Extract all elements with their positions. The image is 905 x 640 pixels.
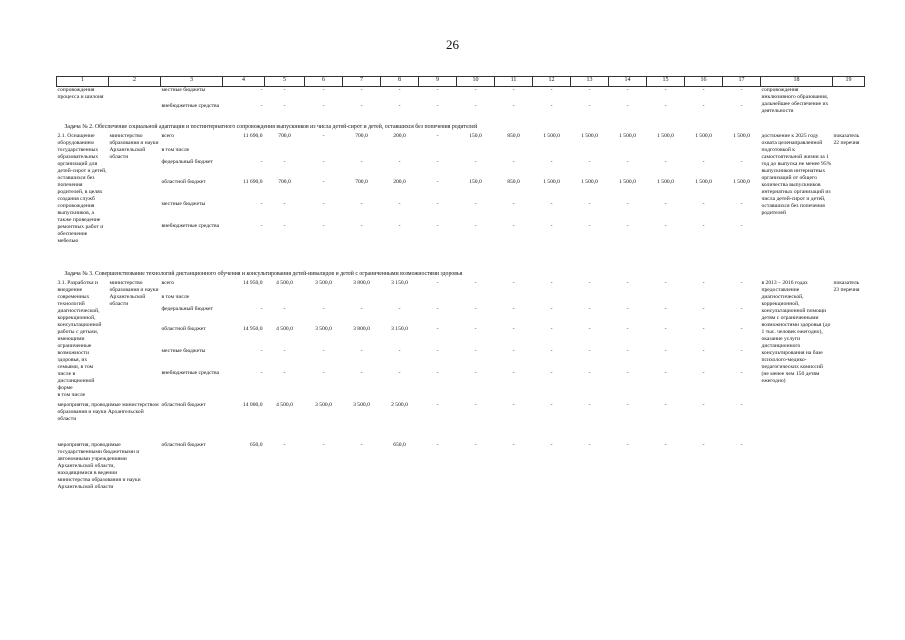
value-cell: - xyxy=(740,370,743,376)
value-cell: - xyxy=(740,280,743,286)
value-cell: - xyxy=(322,348,325,354)
value-cell: - xyxy=(322,133,325,139)
value-cell: - xyxy=(664,159,667,165)
value-cell: 200,0 xyxy=(393,179,406,185)
funding-source: федеральный бюджет xyxy=(161,159,213,165)
value-cell: - xyxy=(283,442,286,448)
value-cell: - xyxy=(702,223,705,229)
value-cell: - xyxy=(664,348,667,354)
value-cell: - xyxy=(398,102,401,109)
col-7: 7 xyxy=(343,77,381,87)
value-cell: 1 500,0 xyxy=(619,133,636,139)
col-16: 16 xyxy=(685,77,723,87)
value-cell: - xyxy=(664,223,667,229)
value-cell: 650,0 xyxy=(249,442,263,448)
executor-2-1: министерство образования и науки Архангельской области xyxy=(109,133,159,160)
value-cell: - xyxy=(550,201,553,207)
col-6: 6 xyxy=(305,77,343,87)
value-cell: 1 500,0 xyxy=(695,179,712,185)
value-cell: - xyxy=(512,102,515,109)
value-cell: - xyxy=(398,201,401,207)
value-cell: - xyxy=(322,223,325,229)
value-cell: - xyxy=(740,348,743,354)
value-cell: - xyxy=(588,348,591,354)
value-cell: - xyxy=(740,442,743,448)
funding-source: областной бюджет xyxy=(161,442,206,448)
value-cell: - xyxy=(512,306,515,312)
value-cell: 1 500,0 xyxy=(543,133,560,139)
value-cell: - xyxy=(260,306,263,312)
value-cell: - xyxy=(588,102,591,109)
value-cell: 1 500,0 xyxy=(543,179,560,185)
block-31-row xyxy=(57,348,881,370)
sub-row-1 xyxy=(57,402,881,442)
value-cell: - xyxy=(626,280,629,286)
value-cell: - xyxy=(474,159,477,165)
task-heading-row xyxy=(57,265,881,280)
task-2-heading: Задача № 2. Обеспечение социальной адаптации и постинтернатного сопровождения выпускников из числа детей-сирот и детей, оставшихся без попечения родителей xyxy=(64,124,478,130)
value-cell: - xyxy=(360,223,363,229)
value-cell: - xyxy=(260,370,263,376)
value-cell: - xyxy=(664,280,667,286)
activity-2-1: 2.1. Оснащение оборудованием государственных образовательных организаций для детей-сирот и детей, оставшихся без попечения родителей, в целях создания служб сопровождения выпускников, а также проведение ремонтных работ и обеспечение мебелью xyxy=(57,133,107,244)
block-31-row xyxy=(57,370,881,392)
value-cell: - xyxy=(588,87,591,93)
indicator-2-1: показатель 22 перечня xyxy=(833,133,860,146)
value-cell: - xyxy=(283,87,286,93)
value-cell: - xyxy=(740,326,743,332)
value-cell: 700,0 xyxy=(278,133,291,139)
value-cell: - xyxy=(664,201,667,207)
col-9: 9 xyxy=(419,77,457,87)
value-cell: - xyxy=(702,370,705,376)
value-cell: - xyxy=(322,179,325,185)
value-cell: - xyxy=(436,223,439,229)
value-cell: 850,0 xyxy=(507,133,520,139)
block-31-row xyxy=(57,306,881,326)
value-cell: 4 500,0 xyxy=(276,402,293,408)
value-cell: - xyxy=(626,102,629,109)
value-cell: - xyxy=(626,306,629,312)
value-cell: - xyxy=(436,306,439,312)
value-cell: 1 500,0 xyxy=(657,179,674,185)
value-cell: 3 500,0 xyxy=(315,326,332,332)
value-cell: 700,0 xyxy=(355,133,368,139)
value-cell: 700,0 xyxy=(278,179,291,185)
value-cell: - xyxy=(550,370,553,376)
task-heading-row xyxy=(57,115,881,133)
value-cell: - xyxy=(626,370,629,376)
col-14: 14 xyxy=(609,77,647,87)
value-cell: - xyxy=(664,87,667,93)
value-cell: - xyxy=(740,306,743,312)
page-number: 26 xyxy=(446,37,459,52)
value-cell: - xyxy=(360,370,363,376)
value-cell: 1 500,0 xyxy=(695,133,712,139)
value-cell: - xyxy=(550,102,553,109)
task-3-heading: Задача № 3. Совершенствование технологий дистанционного обучения и консультирования детей-инвалидов и детей с ограниченными возможностями здоровья xyxy=(64,271,463,277)
value-cell: - xyxy=(550,402,553,408)
value-cell: - xyxy=(588,159,591,165)
value-cell: - xyxy=(322,102,325,109)
value-cell: - xyxy=(360,442,363,448)
value-cell: - xyxy=(740,201,743,207)
value-cell: - xyxy=(740,402,743,408)
value-cell: - xyxy=(474,402,477,408)
sub-activity-1: мероприятия, проводимые министерством образования и науки Архангельской области xyxy=(57,402,159,422)
col-2: 2 xyxy=(109,77,161,87)
value-cell: 3 500,0 xyxy=(315,402,332,408)
value-cell: 1 500,0 xyxy=(733,133,750,139)
value-cell: - xyxy=(436,102,439,109)
value-cell: - xyxy=(260,87,263,93)
value-cell: - xyxy=(550,326,553,332)
result-3-1: в 2013 – 2016 годах предоставление диагностической, коррекционной, консультационной помощи детям с ограниченными возможностями здоровья (до 1 тыс. человек ежегодно), оказание услуги дистанционного консультирования на базе психолого-медико-педагогических комиссий (не менее чем 150 детям ежегодно) xyxy=(761,280,831,384)
value-cell: - xyxy=(283,370,286,376)
funding-source: федеральный бюджет xyxy=(161,306,213,312)
col-10: 10 xyxy=(457,77,495,87)
value-cell: - xyxy=(702,280,705,286)
value-cell: - xyxy=(436,402,439,408)
value-cell: - xyxy=(512,223,515,229)
value-cell: - xyxy=(702,348,705,354)
value-cell: 3 150,0 xyxy=(391,326,408,332)
value-cell: 150,0 xyxy=(469,179,482,185)
col-11: 11 xyxy=(495,77,533,87)
col-17: 17 xyxy=(723,77,761,87)
col-3: 3 xyxy=(161,77,223,87)
funding-source: внебюджетные средства xyxy=(161,370,220,376)
value-cell: - xyxy=(740,159,743,165)
inclusive-row xyxy=(57,392,881,402)
value-cell: - xyxy=(398,370,401,376)
value-cell: - xyxy=(740,102,743,109)
value-cell: - xyxy=(588,306,591,312)
value-cell: - xyxy=(283,102,286,109)
funding-source: местные бюджеты xyxy=(161,201,206,207)
value-cell: - xyxy=(626,326,629,332)
value-cell: 1 500,0 xyxy=(733,179,750,185)
value-cell: - xyxy=(740,87,743,93)
value-cell: - xyxy=(702,442,705,448)
value-cell: 150,0 xyxy=(469,133,482,139)
col-5: 5 xyxy=(265,77,305,87)
funding-source: областной бюджет xyxy=(161,402,206,408)
value-cell: - xyxy=(588,223,591,229)
value-cell: 200,0 xyxy=(393,133,406,139)
value-cell: - xyxy=(436,159,439,165)
block-21-row xyxy=(57,147,881,159)
value-cell: - xyxy=(283,159,286,165)
value-cell: 850,0 xyxy=(507,179,520,185)
value-cell: - xyxy=(474,87,477,93)
value-cell: - xyxy=(588,326,591,332)
value-cell: - xyxy=(664,402,667,408)
value-cell: 650,0 xyxy=(393,442,406,448)
funding-source: всего xyxy=(161,133,175,139)
indicator-3-1: показатель 23 перечня xyxy=(833,280,860,293)
value-cell: - xyxy=(474,306,477,312)
funding-source: местные бюджеты xyxy=(161,87,206,93)
value-cell: - xyxy=(283,306,286,312)
value-cell: 3 150,0 xyxy=(391,280,408,286)
value-cell: - xyxy=(626,201,629,207)
value-cell: - xyxy=(664,306,667,312)
value-cell: 4 500,0 xyxy=(276,326,293,332)
value-cell: 1 500,0 xyxy=(657,133,674,139)
value-cell: - xyxy=(550,348,553,354)
value-cell: - xyxy=(436,280,439,286)
value-cell: - xyxy=(512,280,515,286)
value-cell: - xyxy=(550,306,553,312)
value-cell: - xyxy=(398,348,401,354)
value-cell: - xyxy=(474,201,477,207)
value-cell: - xyxy=(588,442,591,448)
value-cell: - xyxy=(260,223,263,229)
inclusive-label: в том числе xyxy=(57,392,86,398)
funding-source: местные бюджеты xyxy=(161,348,206,354)
value-cell: - xyxy=(283,348,286,354)
value-cell: 3 500,0 xyxy=(353,402,370,408)
col-8: 8 xyxy=(381,77,419,87)
value-cell: - xyxy=(283,201,286,207)
value-cell: - xyxy=(550,159,553,165)
value-cell: - xyxy=(360,102,363,109)
funding-source: в том числе xyxy=(161,294,190,300)
value-cell: - xyxy=(588,370,591,376)
value-cell: - xyxy=(260,102,263,109)
value-cell: - xyxy=(626,159,629,165)
value-cell: - xyxy=(322,370,325,376)
col-15: 15 xyxy=(647,77,685,87)
value-cell: - xyxy=(260,159,263,165)
value-cell: - xyxy=(474,348,477,354)
value-cell: - xyxy=(626,442,629,448)
value-cell: - xyxy=(474,223,477,229)
value-cell: - xyxy=(436,348,439,354)
result-2-1: достижение к 2025 году охвата целенаправленной подготовкой к самостоятельной жизни за 1 год до выпуска не менее 95% выпускников интернатных организаций от общего количества выпускников интернатных организаций из числа детей-сирот и детей, оставшихся без попечения родителей xyxy=(761,133,832,216)
block-21-row xyxy=(57,179,881,201)
value-cell: - xyxy=(702,402,705,408)
block-21-row xyxy=(57,159,881,179)
value-cell: - xyxy=(322,201,325,207)
value-cell: - xyxy=(664,326,667,332)
value-cell: - xyxy=(360,348,363,354)
value-cell: - xyxy=(322,306,325,312)
value-cell: 1 500,0 xyxy=(581,179,598,185)
value-cell: - xyxy=(550,87,553,93)
value-cell: - xyxy=(474,102,477,109)
value-cell: 3 800,0 xyxy=(353,280,370,286)
value-cell: 14 000,0 xyxy=(242,402,263,408)
value-cell: - xyxy=(626,348,629,354)
value-cell: - xyxy=(626,223,629,229)
value-cell: 1 500,0 xyxy=(581,133,598,139)
value-cell: - xyxy=(398,306,401,312)
block-21-row xyxy=(57,201,881,223)
value-cell: - xyxy=(512,348,515,354)
col-12: 12 xyxy=(533,77,571,87)
value-cell: - xyxy=(260,201,263,207)
value-cell: - xyxy=(740,223,743,229)
value-cell: - xyxy=(436,442,439,448)
value-cell: - xyxy=(512,402,515,408)
value-cell: - xyxy=(360,306,363,312)
block-31-row xyxy=(57,294,881,306)
value-cell: - xyxy=(626,87,629,93)
value-cell: - xyxy=(702,102,705,109)
value-cell: - xyxy=(664,442,667,448)
value-cell: - xyxy=(512,87,515,93)
value-cell: 700,0 xyxy=(355,179,368,185)
value-cell: - xyxy=(702,201,705,207)
activity-3-1: 3.1. Разработка и внедрение современных технологий диагностической, коррекционной, консультационной работы с детьми, имеющими ограниченные возможности здоровья, их семьями, в том числе в дистанционной форме xyxy=(57,280,102,391)
value-cell: - xyxy=(664,370,667,376)
value-cell: - xyxy=(702,87,705,93)
value-cell: 3 800,0 xyxy=(353,326,370,332)
value-cell: - xyxy=(474,280,477,286)
value-cell: - xyxy=(664,102,667,109)
col-4: 4 xyxy=(223,77,265,87)
value-cell: 11 690,0 xyxy=(243,179,263,185)
funding-source: в том числе xyxy=(161,147,190,153)
funding-source: областной бюджет xyxy=(161,179,206,185)
value-cell: - xyxy=(702,306,705,312)
top-executor xyxy=(109,87,161,116)
value-cell: - xyxy=(398,159,401,165)
budget-table xyxy=(56,76,880,491)
value-cell: - xyxy=(550,223,553,229)
value-cell: - xyxy=(588,402,591,408)
value-cell: - xyxy=(283,223,286,229)
col-19: 19 xyxy=(833,77,865,87)
top-result: сопровождения инклюзивного образования, дальнейшее обеспечение их деятельности xyxy=(761,87,829,114)
col-13: 13 xyxy=(571,77,609,87)
value-cell: - xyxy=(512,370,515,376)
value-cell: 1 500,0 xyxy=(619,179,636,185)
value-cell: - xyxy=(702,326,705,332)
block-21-row xyxy=(57,223,881,265)
value-cell: - xyxy=(550,280,553,286)
column-numbers xyxy=(57,77,881,87)
value-cell: - xyxy=(436,179,439,185)
value-cell: - xyxy=(360,159,363,165)
block-21-row xyxy=(57,133,881,147)
value-cell: - xyxy=(322,442,325,448)
block-31-row xyxy=(57,280,881,294)
value-cell: - xyxy=(588,201,591,207)
value-cell: - xyxy=(398,223,401,229)
funding-source: областной бюджет xyxy=(161,326,206,332)
value-cell: - xyxy=(474,442,477,448)
value-cell: - xyxy=(702,159,705,165)
executor-3-1: министерство образования и науки Архангельской области xyxy=(109,280,159,307)
value-cell: - xyxy=(436,201,439,207)
value-cell: - xyxy=(322,87,325,93)
top-row xyxy=(57,97,881,115)
value-cell: - xyxy=(436,133,439,139)
value-cell: - xyxy=(322,159,325,165)
col-18: 18 xyxy=(761,77,833,87)
top-indicator xyxy=(833,87,865,116)
value-cell: 14 950,0 xyxy=(242,280,263,286)
value-cell: 2 500,0 xyxy=(391,402,408,408)
sub-activity-2: мероприятия, проводимые государственными бюджетными и автономными учреждениями Архангельской области, находящимися в ведении министерства образования и науки Архангельской области xyxy=(57,442,141,490)
value-cell: - xyxy=(550,442,553,448)
value-cell: - xyxy=(512,201,515,207)
value-cell: - xyxy=(260,348,263,354)
value-cell: - xyxy=(512,326,515,332)
value-cell: - xyxy=(398,87,401,93)
value-cell: 11 690,0 xyxy=(243,133,263,139)
sub-row-2 xyxy=(57,442,881,491)
funding-source: внебюджетные средства xyxy=(161,223,220,229)
value-cell: - xyxy=(512,442,515,448)
value-cell: 4 500,0 xyxy=(276,280,293,286)
value-cell: - xyxy=(436,370,439,376)
top-activity: сопровождения процесса и шилоия xyxy=(57,87,104,100)
funding-source: внебюджетные средства xyxy=(161,102,220,109)
value-cell: - xyxy=(588,280,591,286)
value-cell: - xyxy=(626,402,629,408)
top-row xyxy=(57,87,881,97)
col-1: 1 xyxy=(57,77,109,87)
value-cell: - xyxy=(360,87,363,93)
value-cell: - xyxy=(474,370,477,376)
value-cell: - xyxy=(512,159,515,165)
block-31-row xyxy=(57,326,881,348)
value-cell: - xyxy=(360,201,363,207)
value-cell: - xyxy=(436,326,439,332)
value-cell: 3 500,0 xyxy=(315,280,332,286)
value-cell: 14 950,0 xyxy=(242,326,263,332)
value-cell: - xyxy=(436,87,439,93)
value-cell: - xyxy=(474,326,477,332)
funding-source: всего xyxy=(161,280,175,286)
